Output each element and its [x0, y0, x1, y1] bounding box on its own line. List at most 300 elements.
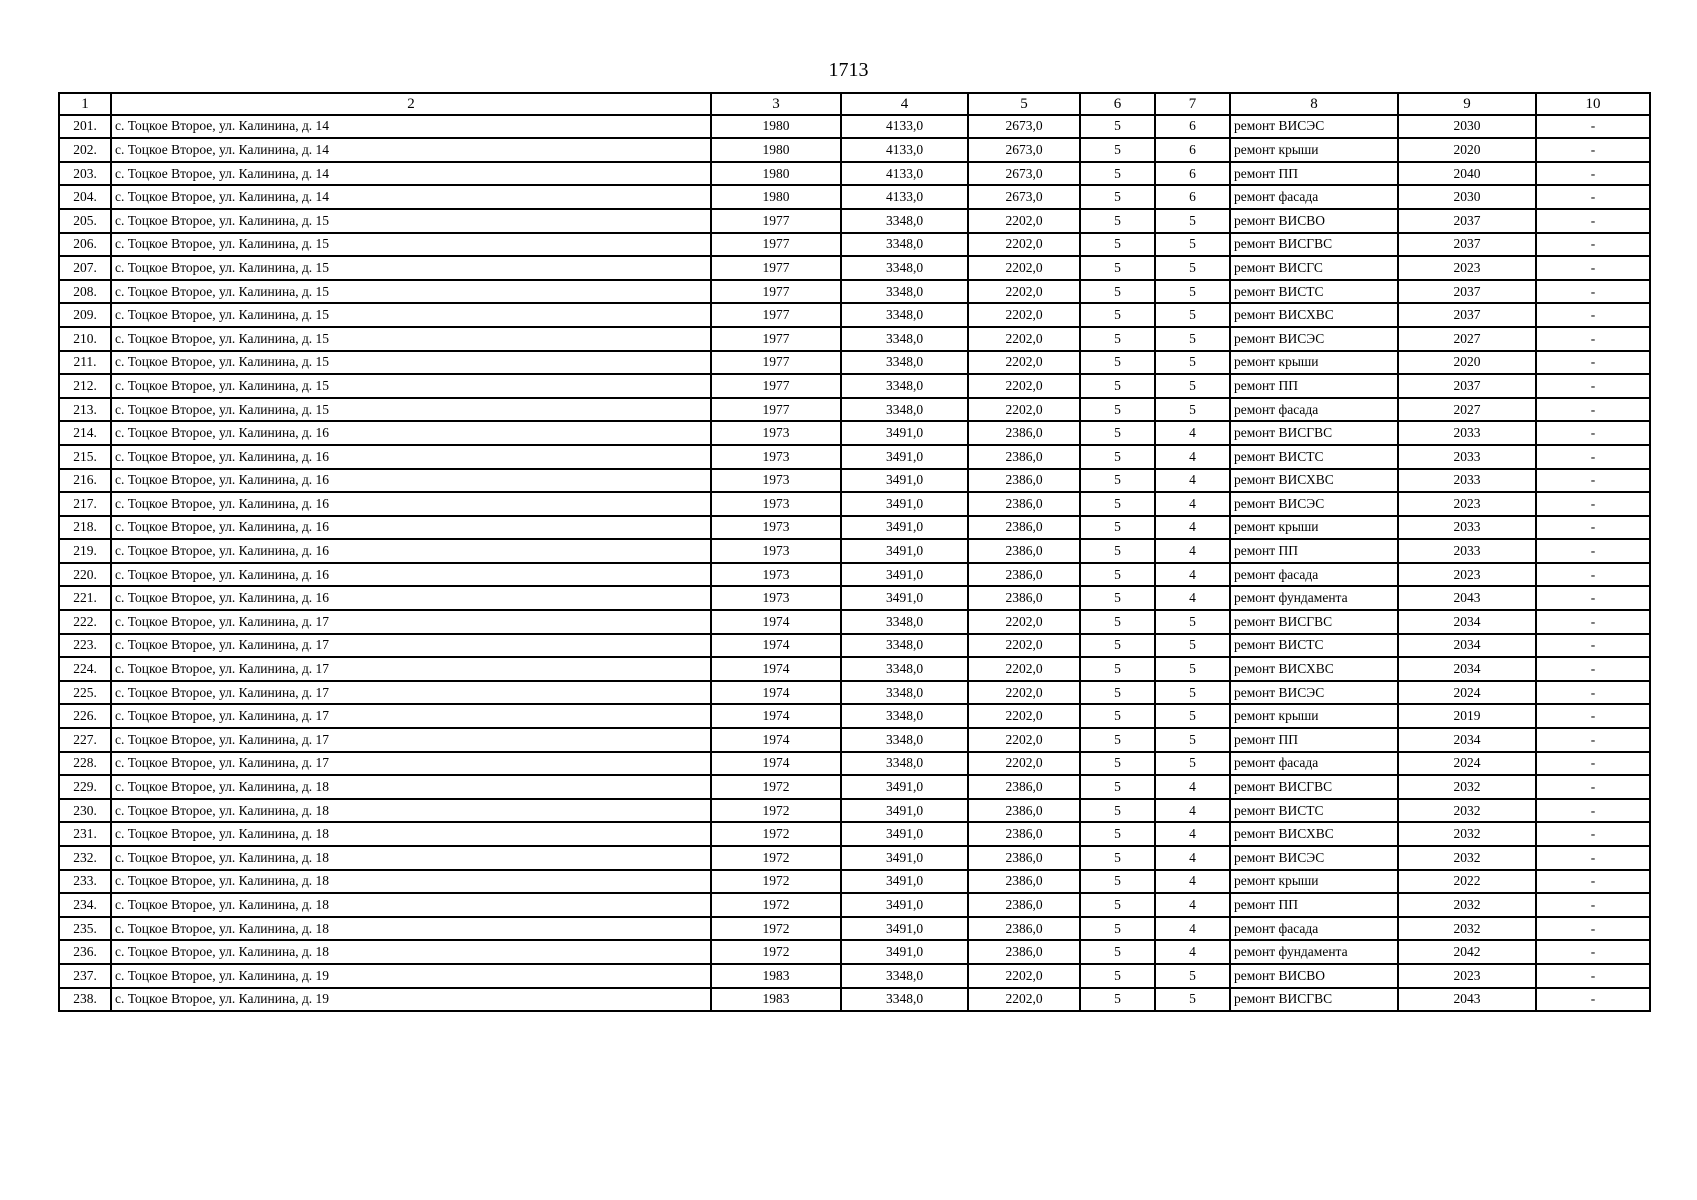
cell-planned-year: 2030 [1398, 115, 1536, 139]
cell-year-built: 1977 [711, 209, 841, 233]
cell-work-type: ремонт крыши [1230, 138, 1398, 162]
table-row [59, 351, 1650, 375]
cell-note: - [1536, 704, 1650, 728]
cell-work-type: ремонт ВИСГС [1230, 256, 1398, 280]
cell-note: - [1536, 870, 1650, 894]
cell-work-type: ремонт крыши [1230, 870, 1398, 894]
cell-row-number: 216. [59, 469, 111, 493]
cell-entrances: 4 [1155, 563, 1230, 587]
cell-planned-year: 2027 [1398, 327, 1536, 351]
cell-row-number: 237. [59, 964, 111, 988]
cell-row-number: 227. [59, 728, 111, 752]
column-header-5: 5 [968, 93, 1080, 115]
cell-row-number: 209. [59, 303, 111, 327]
column-header-3: 3 [711, 93, 841, 115]
table-row [59, 280, 1650, 304]
cell-work-type: ремонт фундамента [1230, 586, 1398, 610]
cell-note: - [1536, 752, 1650, 776]
cell-row-number: 202. [59, 138, 111, 162]
cell-address: с. Тоцкое Второе, ул. Калинина, д. 18 [111, 917, 711, 941]
cell-note: - [1536, 162, 1650, 186]
cell-floors: 5 [1080, 233, 1155, 257]
cell-floors: 5 [1080, 563, 1155, 587]
table-row [59, 209, 1650, 233]
cell-entrances: 5 [1155, 209, 1230, 233]
cell-note: - [1536, 988, 1650, 1012]
cell-note: - [1536, 256, 1650, 280]
cell-entrances: 6 [1155, 185, 1230, 209]
table-row [59, 374, 1650, 398]
cell-total-area: 3348,0 [841, 398, 968, 422]
cell-total-area: 3348,0 [841, 351, 968, 375]
cell-row-number: 208. [59, 280, 111, 304]
cell-address: с. Тоцкое Второе, ул. Калинина, д. 15 [111, 233, 711, 257]
cell-year-built: 1974 [711, 681, 841, 705]
cell-floors: 5 [1080, 964, 1155, 988]
cell-address: с. Тоцкое Второе, ул. Калинина, д. 17 [111, 752, 711, 776]
cell-row-number: 215. [59, 445, 111, 469]
cell-living-area: 2202,0 [968, 728, 1080, 752]
table-row [59, 988, 1650, 1012]
cell-entrances: 4 [1155, 799, 1230, 823]
cell-living-area: 2386,0 [968, 469, 1080, 493]
cell-total-area: 3491,0 [841, 870, 968, 894]
cell-note: - [1536, 209, 1650, 233]
cell-row-number: 207. [59, 256, 111, 280]
cell-row-number: 230. [59, 799, 111, 823]
cell-total-area: 3348,0 [841, 728, 968, 752]
cell-living-area: 2202,0 [968, 398, 1080, 422]
table-row [59, 233, 1650, 257]
cell-total-area: 3491,0 [841, 775, 968, 799]
cell-planned-year: 2037 [1398, 280, 1536, 304]
cell-year-built: 1972 [711, 846, 841, 870]
cell-entrances: 5 [1155, 964, 1230, 988]
cell-row-number: 225. [59, 681, 111, 705]
cell-year-built: 1972 [711, 799, 841, 823]
cell-total-area: 3491,0 [841, 893, 968, 917]
cell-total-area: 3491,0 [841, 563, 968, 587]
cell-entrances: 5 [1155, 704, 1230, 728]
cell-note: - [1536, 398, 1650, 422]
table-row [59, 775, 1650, 799]
cell-total-area: 3348,0 [841, 610, 968, 634]
cell-row-number: 205. [59, 209, 111, 233]
cell-living-area: 2386,0 [968, 539, 1080, 563]
cell-planned-year: 2033 [1398, 421, 1536, 445]
cell-floors: 5 [1080, 893, 1155, 917]
cell-total-area: 3491,0 [841, 940, 968, 964]
cell-living-area: 2386,0 [968, 492, 1080, 516]
cell-address: с. Тоцкое Второе, ул. Калинина, д. 18 [111, 799, 711, 823]
cell-row-number: 211. [59, 351, 111, 375]
cell-work-type: ремонт ВИСЭС [1230, 681, 1398, 705]
cell-floors: 5 [1080, 681, 1155, 705]
cell-living-area: 2386,0 [968, 775, 1080, 799]
cell-planned-year: 2023 [1398, 492, 1536, 516]
cell-work-type: ремонт фасада [1230, 563, 1398, 587]
cell-work-type: ремонт ВИСВО [1230, 964, 1398, 988]
cell-planned-year: 2034 [1398, 657, 1536, 681]
cell-total-area: 3348,0 [841, 634, 968, 658]
cell-living-area: 2386,0 [968, 822, 1080, 846]
table-row [59, 162, 1650, 186]
cell-living-area: 2202,0 [968, 374, 1080, 398]
cell-work-type: ремонт ВИСВО [1230, 209, 1398, 233]
cell-living-area: 2202,0 [968, 704, 1080, 728]
cell-total-area: 3348,0 [841, 209, 968, 233]
cell-note: - [1536, 303, 1650, 327]
cell-work-type: ремонт фасада [1230, 752, 1398, 776]
cell-planned-year: 2030 [1398, 185, 1536, 209]
cell-total-area: 3491,0 [841, 539, 968, 563]
cell-total-area: 3491,0 [841, 586, 968, 610]
cell-entrances: 5 [1155, 374, 1230, 398]
cell-entrances: 5 [1155, 327, 1230, 351]
cell-planned-year: 2033 [1398, 516, 1536, 540]
column-header-10: 10 [1536, 93, 1650, 115]
cell-address: с. Тоцкое Второе, ул. Калинина, д. 18 [111, 870, 711, 894]
cell-living-area: 2386,0 [968, 893, 1080, 917]
table-row [59, 940, 1650, 964]
cell-note: - [1536, 775, 1650, 799]
cell-address: с. Тоцкое Второе, ул. Калинина, д. 18 [111, 775, 711, 799]
cell-entrances: 4 [1155, 775, 1230, 799]
cell-total-area: 3491,0 [841, 917, 968, 941]
cell-row-number: 232. [59, 846, 111, 870]
cell-address: с. Тоцкое Второе, ул. Калинина, д. 15 [111, 303, 711, 327]
cell-row-number: 223. [59, 634, 111, 658]
cell-total-area: 3491,0 [841, 492, 968, 516]
cell-row-number: 224. [59, 657, 111, 681]
cell-living-area: 2386,0 [968, 516, 1080, 540]
cell-planned-year: 2023 [1398, 256, 1536, 280]
cell-work-type: ремонт ВИСЭС [1230, 846, 1398, 870]
cell-entrances: 5 [1155, 988, 1230, 1012]
cell-row-number: 201. [59, 115, 111, 139]
table-row [59, 893, 1650, 917]
cell-row-number: 234. [59, 893, 111, 917]
table-row [59, 185, 1650, 209]
cell-row-number: 238. [59, 988, 111, 1012]
cell-entrances: 5 [1155, 681, 1230, 705]
table-row [59, 516, 1650, 540]
table-row [59, 421, 1650, 445]
cell-entrances: 5 [1155, 752, 1230, 776]
cell-planned-year: 2019 [1398, 704, 1536, 728]
table-row [59, 846, 1650, 870]
cell-floors: 5 [1080, 303, 1155, 327]
cell-address: с. Тоцкое Второе, ул. Калинина, д. 16 [111, 421, 711, 445]
cell-work-type: ремонт фундамента [1230, 940, 1398, 964]
cell-living-area: 2673,0 [968, 185, 1080, 209]
cell-living-area: 2202,0 [968, 988, 1080, 1012]
cell-year-built: 1974 [711, 704, 841, 728]
column-header-8: 8 [1230, 93, 1398, 115]
cell-living-area: 2202,0 [968, 681, 1080, 705]
column-header-2: 2 [111, 93, 711, 115]
cell-note: - [1536, 138, 1650, 162]
cell-entrances: 4 [1155, 822, 1230, 846]
cell-work-type: ремонт ВИСГВС [1230, 988, 1398, 1012]
cell-address: с. Тоцкое Второе, ул. Калинина, д. 17 [111, 704, 711, 728]
cell-planned-year: 2043 [1398, 988, 1536, 1012]
cell-note: - [1536, 233, 1650, 257]
cell-note: - [1536, 964, 1650, 988]
cell-floors: 5 [1080, 374, 1155, 398]
table-row [59, 917, 1650, 941]
cell-floors: 5 [1080, 657, 1155, 681]
cell-row-number: 229. [59, 775, 111, 799]
cell-living-area: 2386,0 [968, 917, 1080, 941]
cell-entrances: 4 [1155, 445, 1230, 469]
cell-floors: 5 [1080, 209, 1155, 233]
cell-total-area: 3348,0 [841, 704, 968, 728]
cell-floors: 5 [1080, 185, 1155, 209]
cell-year-built: 1973 [711, 469, 841, 493]
cell-planned-year: 2034 [1398, 634, 1536, 658]
cell-floors: 5 [1080, 752, 1155, 776]
cell-work-type: ремонт фасада [1230, 185, 1398, 209]
cell-row-number: 210. [59, 327, 111, 351]
cell-row-number: 220. [59, 563, 111, 587]
cell-entrances: 6 [1155, 138, 1230, 162]
cell-year-built: 1977 [711, 351, 841, 375]
cell-living-area: 2386,0 [968, 846, 1080, 870]
cell-floors: 5 [1080, 634, 1155, 658]
cell-address: с. Тоцкое Второе, ул. Калинина, д. 15 [111, 327, 711, 351]
cell-address: с. Тоцкое Второе, ул. Калинина, д. 18 [111, 846, 711, 870]
cell-living-area: 2673,0 [968, 138, 1080, 162]
cell-work-type: ремонт ВИСГВС [1230, 610, 1398, 634]
cell-total-area: 3348,0 [841, 303, 968, 327]
cell-planned-year: 2033 [1398, 445, 1536, 469]
cell-total-area: 3491,0 [841, 799, 968, 823]
cell-entrances: 6 [1155, 115, 1230, 139]
cell-floors: 5 [1080, 398, 1155, 422]
cell-planned-year: 2022 [1398, 870, 1536, 894]
cell-planned-year: 2042 [1398, 940, 1536, 964]
cell-planned-year: 2023 [1398, 964, 1536, 988]
cell-floors: 5 [1080, 799, 1155, 823]
cell-work-type: ремонт фасада [1230, 917, 1398, 941]
cell-entrances: 4 [1155, 516, 1230, 540]
cell-floors: 5 [1080, 586, 1155, 610]
cell-row-number: 213. [59, 398, 111, 422]
cell-row-number: 212. [59, 374, 111, 398]
cell-work-type: ремонт крыши [1230, 351, 1398, 375]
table-row [59, 610, 1650, 634]
cell-floors: 5 [1080, 469, 1155, 493]
cell-floors: 5 [1080, 775, 1155, 799]
table-row [59, 728, 1650, 752]
cell-total-area: 3491,0 [841, 445, 968, 469]
cell-entrances: 4 [1155, 870, 1230, 894]
cell-total-area: 4133,0 [841, 162, 968, 186]
table-row [59, 398, 1650, 422]
cell-note: - [1536, 822, 1650, 846]
cell-planned-year: 2034 [1398, 728, 1536, 752]
cell-entrances: 5 [1155, 303, 1230, 327]
cell-address: с. Тоцкое Второе, ул. Калинина, д. 16 [111, 586, 711, 610]
cell-year-built: 1980 [711, 115, 841, 139]
cell-entrances: 4 [1155, 469, 1230, 493]
cell-planned-year: 2027 [1398, 398, 1536, 422]
cell-address: с. Тоцкое Второе, ул. Калинина, д. 19 [111, 988, 711, 1012]
cell-total-area: 3348,0 [841, 256, 968, 280]
cell-note: - [1536, 351, 1650, 375]
cell-address: с. Тоцкое Второе, ул. Калинина, д. 15 [111, 280, 711, 304]
cell-floors: 5 [1080, 846, 1155, 870]
cell-floors: 5 [1080, 728, 1155, 752]
table-row [59, 752, 1650, 776]
cell-floors: 5 [1080, 327, 1155, 351]
cell-planned-year: 2040 [1398, 162, 1536, 186]
header-row [59, 93, 1650, 115]
cell-living-area: 2386,0 [968, 799, 1080, 823]
cell-row-number: 214. [59, 421, 111, 445]
cell-address: с. Тоцкое Второе, ул. Калинина, д. 14 [111, 185, 711, 209]
cell-floors: 5 [1080, 870, 1155, 894]
cell-planned-year: 2033 [1398, 469, 1536, 493]
cell-year-built: 1977 [711, 327, 841, 351]
cell-note: - [1536, 280, 1650, 304]
cell-entrances: 5 [1155, 351, 1230, 375]
cell-entrances: 6 [1155, 162, 1230, 186]
cell-living-area: 2202,0 [968, 209, 1080, 233]
cell-year-built: 1973 [711, 516, 841, 540]
cell-address: с. Тоцкое Второе, ул. Калинина, д. 17 [111, 681, 711, 705]
cell-planned-year: 2032 [1398, 822, 1536, 846]
cell-work-type: ремонт ВИСХВС [1230, 657, 1398, 681]
cell-year-built: 1977 [711, 256, 841, 280]
cell-living-area: 2386,0 [968, 940, 1080, 964]
table-row [59, 586, 1650, 610]
cell-living-area: 2386,0 [968, 445, 1080, 469]
cell-floors: 5 [1080, 421, 1155, 445]
cell-row-number: 221. [59, 586, 111, 610]
cell-row-number: 236. [59, 940, 111, 964]
cell-note: - [1536, 799, 1650, 823]
table-row [59, 563, 1650, 587]
cell-work-type: ремонт ВИСТС [1230, 634, 1398, 658]
table-body [59, 115, 1650, 1012]
cell-year-built: 1972 [711, 870, 841, 894]
cell-living-area: 2386,0 [968, 563, 1080, 587]
table-row [59, 115, 1650, 139]
cell-floors: 5 [1080, 988, 1155, 1012]
cell-address: с. Тоцкое Второе, ул. Калинина, д. 16 [111, 563, 711, 587]
cell-address: с. Тоцкое Второе, ул. Калинина, д. 16 [111, 445, 711, 469]
cell-year-built: 1983 [711, 988, 841, 1012]
cell-row-number: 233. [59, 870, 111, 894]
cell-address: с. Тоцкое Второе, ул. Калинина, д. 16 [111, 539, 711, 563]
cell-entrances: 4 [1155, 586, 1230, 610]
table-row [59, 822, 1650, 846]
cell-living-area: 2386,0 [968, 421, 1080, 445]
cell-row-number: 219. [59, 539, 111, 563]
cell-entrances: 5 [1155, 280, 1230, 304]
cell-row-number: 222. [59, 610, 111, 634]
page-number: 1713 [828, 59, 869, 81]
cell-address: с. Тоцкое Второе, ул. Калинина, д. 15 [111, 351, 711, 375]
cell-entrances: 4 [1155, 492, 1230, 516]
cell-address: с. Тоцкое Второе, ул. Калинина, д. 15 [111, 374, 711, 398]
cell-year-built: 1973 [711, 492, 841, 516]
cell-work-type: ремонт ВИСХВС [1230, 469, 1398, 493]
cell-work-type: ремонт ПП [1230, 728, 1398, 752]
cell-entrances: 5 [1155, 398, 1230, 422]
cell-floors: 5 [1080, 162, 1155, 186]
cell-address: с. Тоцкое Второе, ул. Калинина, д. 16 [111, 469, 711, 493]
cell-address: с. Тоцкое Второе, ул. Калинина, д. 18 [111, 893, 711, 917]
cell-work-type: ремонт ВИСЭС [1230, 327, 1398, 351]
cell-row-number: 231. [59, 822, 111, 846]
cell-address: с. Тоцкое Второе, ул. Калинина, д. 17 [111, 728, 711, 752]
cell-work-type: ремонт ВИСЭС [1230, 492, 1398, 516]
cell-total-area: 3491,0 [841, 469, 968, 493]
cell-note: - [1536, 940, 1650, 964]
cell-total-area: 3348,0 [841, 681, 968, 705]
cell-address: с. Тоцкое Второе, ул. Калинина, д. 15 [111, 209, 711, 233]
cell-total-area: 3491,0 [841, 421, 968, 445]
cell-work-type: ремонт ВИСГВС [1230, 233, 1398, 257]
cell-year-built: 1972 [711, 775, 841, 799]
table-row [59, 492, 1650, 516]
cell-floors: 5 [1080, 704, 1155, 728]
cell-entrances: 4 [1155, 940, 1230, 964]
cell-work-type: ремонт ПП [1230, 893, 1398, 917]
cell-year-built: 1973 [711, 421, 841, 445]
cell-address: с. Тоцкое Второе, ул. Калинина, д. 17 [111, 610, 711, 634]
cell-planned-year: 2037 [1398, 303, 1536, 327]
cell-entrances: 4 [1155, 917, 1230, 941]
cell-living-area: 2673,0 [968, 115, 1080, 139]
cell-row-number: 204. [59, 185, 111, 209]
cell-living-area: 2202,0 [968, 964, 1080, 988]
cell-work-type: ремонт ПП [1230, 374, 1398, 398]
cell-note: - [1536, 846, 1650, 870]
cell-address: с. Тоцкое Второе, ул. Калинина, д. 15 [111, 256, 711, 280]
cell-note: - [1536, 634, 1650, 658]
cell-address: с. Тоцкое Второе, ул. Калинина, д. 15 [111, 398, 711, 422]
cell-note: - [1536, 539, 1650, 563]
cell-year-built: 1973 [711, 539, 841, 563]
cell-floors: 5 [1080, 516, 1155, 540]
cell-work-type: ремонт ПП [1230, 539, 1398, 563]
cell-work-type: ремонт ВИСТС [1230, 280, 1398, 304]
cell-entrances: 5 [1155, 233, 1230, 257]
cell-entrances: 5 [1155, 256, 1230, 280]
cell-total-area: 4133,0 [841, 138, 968, 162]
cell-work-type: ремонт ВИСГВС [1230, 775, 1398, 799]
cell-total-area: 3491,0 [841, 846, 968, 870]
cell-planned-year: 2032 [1398, 893, 1536, 917]
cell-year-built: 1974 [711, 728, 841, 752]
cell-address: с. Тоцкое Второе, ул. Калинина, д. 14 [111, 138, 711, 162]
cell-floors: 5 [1080, 492, 1155, 516]
cell-note: - [1536, 421, 1650, 445]
cell-work-type: ремонт крыши [1230, 516, 1398, 540]
table-row [59, 634, 1650, 658]
column-header-7: 7 [1155, 93, 1230, 115]
cell-year-built: 1977 [711, 303, 841, 327]
cell-total-area: 4133,0 [841, 185, 968, 209]
table-row [59, 303, 1650, 327]
cell-year-built: 1980 [711, 162, 841, 186]
cell-row-number: 218. [59, 516, 111, 540]
cell-row-number: 203. [59, 162, 111, 186]
